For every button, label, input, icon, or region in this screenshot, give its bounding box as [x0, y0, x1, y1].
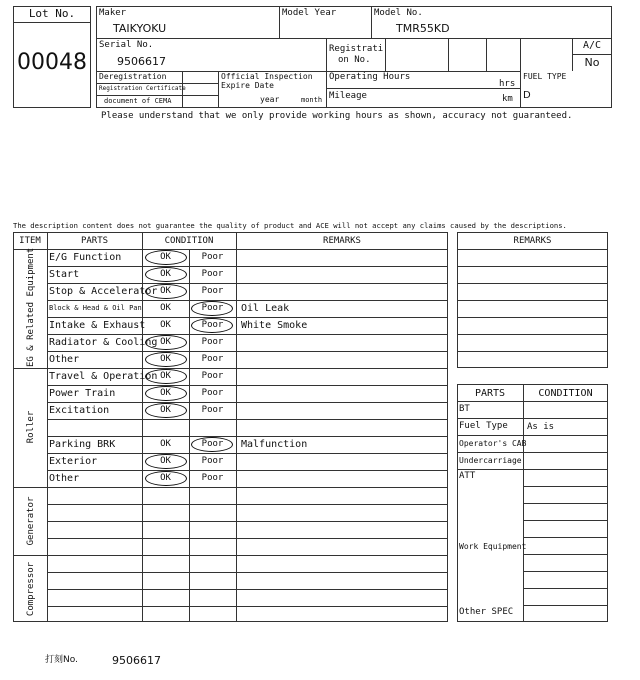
- maker-label: Maker: [99, 8, 127, 18]
- ok-option: OK: [160, 388, 171, 398]
- part-label: Exterior: [49, 456, 98, 467]
- ok-circle-mark: [145, 454, 187, 469]
- inspection-label-1: Official Inspection: [221, 72, 313, 81]
- mileage-label: Mileage: [329, 91, 367, 101]
- rp-label-fuel-type: Fuel Type: [459, 421, 508, 431]
- poor-option: Poor: [201, 439, 224, 449]
- ok-option: OK: [160, 269, 171, 279]
- stamp-value: 9506617: [112, 654, 161, 667]
- ok-option: OK: [160, 320, 171, 330]
- group-label-eg: EG & Related Equipment: [26, 247, 36, 367]
- part-label: Start: [49, 269, 80, 280]
- ok-circle-mark: [145, 403, 187, 418]
- ok-option: OK: [160, 303, 171, 313]
- remark-text: Malfunction: [241, 439, 308, 450]
- ok-circle-mark: [145, 250, 187, 265]
- inspection-label-2: Expire Date: [221, 81, 274, 90]
- part-label: Other: [49, 354, 80, 365]
- part-label: E/G Function: [49, 252, 122, 263]
- part-label: Block & Head & Oil Pan: [49, 304, 142, 312]
- model-year-label: Model Year: [282, 8, 337, 18]
- part-label: Intake & Exhaust: [49, 320, 146, 331]
- km-label: km: [502, 94, 513, 104]
- right-condition-header: CONDITION: [538, 388, 593, 399]
- poor-option: Poor: [201, 303, 224, 313]
- ok-circle-mark: [145, 471, 187, 486]
- fuel-type-value: D: [523, 90, 531, 101]
- header-condition: CONDITION: [164, 236, 214, 246]
- ok-circle-mark: [145, 335, 187, 350]
- rp-label-att: ATT: [459, 471, 476, 481]
- ok-circle-mark: [145, 386, 187, 401]
- lot-label: Lot No.: [28, 7, 76, 20]
- fuel-type-label: FUEL TYPE: [523, 72, 567, 81]
- ok-option: OK: [160, 371, 171, 381]
- ok-circle-mark: [145, 369, 187, 384]
- serial-label: Serial No.: [99, 40, 154, 50]
- maker-value: TAIKYOKU: [113, 22, 167, 35]
- poor-option: Poor: [201, 354, 224, 364]
- year-label: year: [260, 95, 280, 104]
- working-hours-notice: Please understand that we only provide working hours as shown, accuracy not guaranteed.: [101, 111, 573, 121]
- part-label: Travel & Operation: [49, 371, 158, 382]
- poor-option: Poor: [201, 252, 224, 262]
- stamp-label: 打刻No.: [45, 655, 78, 665]
- part-label: Power Train: [49, 388, 116, 399]
- rp-label-undercarriage: Undercarriage: [459, 456, 522, 465]
- poor-circle-mark: [191, 437, 233, 452]
- group-label-compressor: Compressor: [26, 561, 36, 617]
- month-label: month: [301, 96, 323, 104]
- poor-option: Poor: [201, 337, 224, 347]
- part-label: Radiator & Cooling: [49, 337, 158, 348]
- header-remarks: REMARKS: [323, 236, 361, 246]
- part-label: Excitation: [49, 405, 110, 416]
- ok-option: OK: [160, 456, 171, 466]
- model-no-value: TMR55KD: [396, 22, 450, 35]
- header-parts: PARTS: [80, 236, 109, 246]
- hrs-label: hrs: [499, 79, 516, 89]
- disclaimer-text: The description content does not guarantee the quality of product and ACE will not accept any claims caused by the descriptions.: [13, 221, 567, 230]
- ac-value: No: [584, 56, 600, 69]
- ok-option: OK: [160, 354, 171, 364]
- ok-option: OK: [160, 473, 171, 483]
- poor-option: Poor: [201, 473, 224, 483]
- ac-label: A/C: [582, 40, 602, 51]
- part-label: Other: [49, 473, 80, 484]
- part-label: Parking BRK: [49, 439, 116, 450]
- poor-circle-mark: [191, 318, 233, 333]
- model-no-label: Model No.: [374, 8, 423, 18]
- poor-option: Poor: [201, 371, 224, 381]
- group-label-roller: Roller: [26, 410, 36, 444]
- header-item: ITEM: [19, 236, 41, 246]
- poor-option: Poor: [201, 320, 224, 330]
- group-label-generator: Generator: [26, 496, 36, 546]
- poor-option: Poor: [201, 456, 224, 466]
- lot-number: 00048: [17, 50, 87, 75]
- ok-option: OK: [160, 405, 171, 415]
- right-remarks-header: REMARKS: [513, 236, 552, 246]
- poor-option: Poor: [201, 286, 224, 296]
- dereg-doc-label: document of CEMA: [104, 97, 172, 105]
- ok-option: OK: [160, 286, 171, 296]
- rp-label-operator-cab: Operator's CAB: [459, 439, 527, 448]
- dereg-label: Deregistration: [99, 72, 167, 81]
- poor-circle-mark: [191, 301, 233, 316]
- ok-option: OK: [160, 337, 171, 347]
- registration-label-1: Registrati: [329, 44, 384, 54]
- part-label: Stop & Accelerator: [49, 286, 158, 297]
- ok-circle-mark: [145, 284, 187, 299]
- poor-option: Poor: [201, 388, 224, 398]
- poor-option: Poor: [201, 269, 224, 279]
- remark-text: Oil Leak: [241, 303, 290, 314]
- ok-circle-mark: [145, 352, 187, 367]
- rp-value-fuel-type: As is: [527, 422, 555, 432]
- ok-option: OK: [160, 252, 171, 262]
- dereg-cert-label: Registration Certificate: [99, 85, 186, 92]
- ok-option: OK: [160, 439, 171, 449]
- right-parts-header: PARTS: [474, 388, 506, 399]
- rp-label-work-equipment: Work Equipment: [459, 542, 527, 551]
- poor-option: Poor: [201, 405, 224, 415]
- rp-label-other-spec: Other SPEC: [459, 607, 514, 617]
- operating-hours-label: Operating Hours: [329, 72, 411, 82]
- ok-circle-mark: [145, 267, 187, 282]
- remark-text: White Smoke: [241, 320, 308, 331]
- serial-value: 9506617: [117, 55, 166, 68]
- rp-label-bt: BT: [459, 404, 470, 414]
- registration-label-2: on No.: [338, 55, 371, 65]
